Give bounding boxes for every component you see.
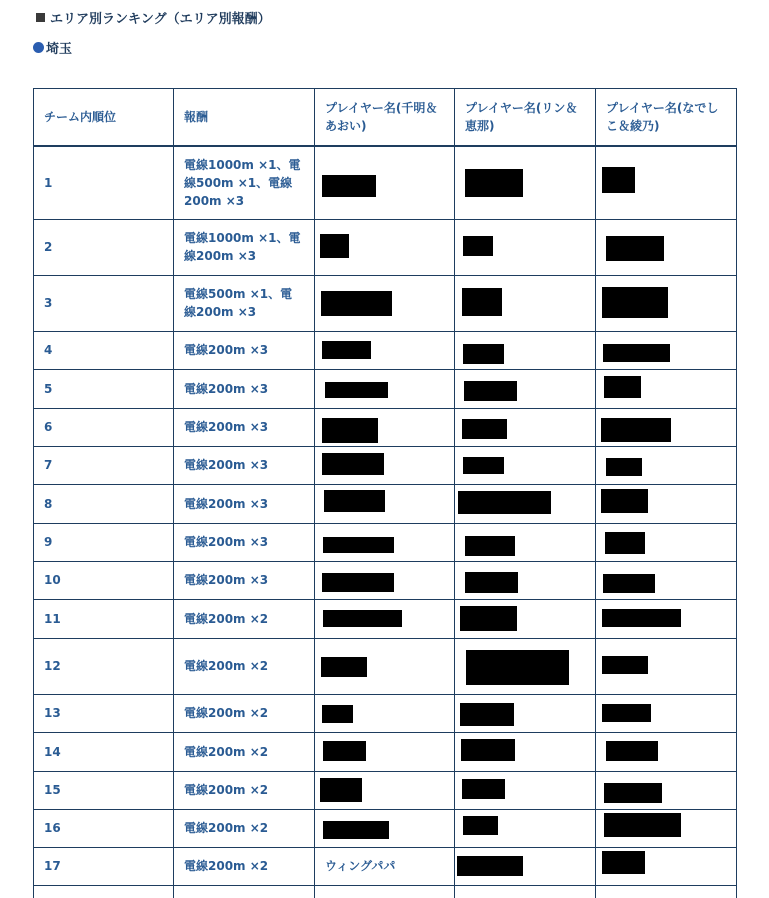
player-cell [455, 732, 596, 771]
redacted-name-block [460, 703, 514, 726]
table-row [34, 369, 737, 408]
player-cell [455, 275, 596, 331]
table-header-row [34, 89, 737, 147]
player-cell [455, 446, 596, 484]
player-cell [596, 599, 737, 638]
player-cell [455, 146, 596, 219]
table-row-partial [34, 885, 737, 898]
redacted-name-block [463, 816, 498, 835]
table-row [34, 599, 737, 638]
redacted-name-block [320, 778, 362, 802]
player-cell [455, 809, 596, 847]
redacted-name-block [605, 532, 645, 554]
player-cell [455, 219, 596, 275]
table-row [34, 771, 737, 809]
header-player-3: プレイヤー名(なでしこ＆綾乃) [596, 89, 737, 147]
reward-cell: 電線200m ×2 [174, 809, 315, 847]
rank-cell: 16 [34, 809, 174, 847]
rank-cell: 5 [34, 369, 174, 408]
empty-cell [174, 885, 315, 898]
redacted-name-block [321, 657, 367, 677]
table-row [34, 408, 737, 446]
redacted-name-block [322, 418, 378, 443]
rank-cell: 11 [34, 599, 174, 638]
table-row [34, 847, 737, 885]
redacted-name-block [323, 741, 366, 761]
redacted-name-block [606, 458, 642, 476]
section-heading [36, 8, 271, 27]
player-cell [596, 732, 737, 771]
redacted-name-block [458, 491, 551, 514]
redacted-name-block [602, 656, 648, 674]
redacted-name-block [322, 573, 394, 592]
redacted-name-block [325, 382, 388, 398]
player-cell [455, 847, 596, 885]
player-cell [315, 408, 455, 446]
redacted-name-block [321, 291, 392, 316]
table-row [34, 146, 737, 219]
player-cell [315, 694, 455, 732]
redacted-name-block [606, 236, 664, 261]
reward-cell: 電線200m ×3 [174, 408, 315, 446]
circle-bullet-icon [33, 42, 44, 53]
reward-cell: 電線200m ×2 [174, 694, 315, 732]
player-cell [455, 771, 596, 809]
player-name: ウィングパパ [325, 859, 396, 873]
table-row [34, 523, 737, 561]
empty-cell [34, 885, 174, 898]
player-cell [315, 146, 455, 219]
rank-cell: 7 [34, 446, 174, 484]
table-row [34, 638, 737, 694]
player-cell [315, 523, 455, 561]
rank-cell: 2 [34, 219, 174, 275]
reward-cell: 電線200m ×3 [174, 523, 315, 561]
reward-cell: 電線200m ×3 [174, 484, 315, 523]
rank-cell: 12 [34, 638, 174, 694]
player-cell [315, 484, 455, 523]
reward-cell: 電線500m ×1、電線200m ×3 [174, 275, 315, 331]
redacted-name-block [602, 287, 668, 318]
empty-cell [596, 885, 737, 898]
table-row [34, 694, 737, 732]
redacted-name-block [322, 705, 353, 723]
redacted-name-block [602, 609, 681, 627]
redacted-name-block [601, 418, 671, 442]
player-cell [315, 732, 455, 771]
player-cell [455, 484, 596, 523]
table-row [34, 331, 737, 369]
player-cell [315, 847, 455, 885]
header-player-1: プレイヤー名(千明＆あおい) [315, 89, 455, 147]
redacted-name-block [604, 376, 641, 398]
player-cell [315, 369, 455, 408]
player-cell [596, 847, 737, 885]
rank-cell: 3 [34, 275, 174, 331]
player-cell [596, 146, 737, 219]
reward-cell: 電線200m ×2 [174, 771, 315, 809]
redacted-name-block [464, 381, 517, 401]
redacted-name-block [463, 236, 493, 256]
redacted-name-block [324, 490, 385, 512]
player-cell [315, 275, 455, 331]
redacted-name-block [323, 610, 402, 627]
player-cell [455, 408, 596, 446]
redacted-name-block [602, 851, 645, 874]
player-cell [596, 694, 737, 732]
redacted-name-block [463, 344, 504, 364]
redacted-name-block [322, 341, 371, 359]
rank-cell: 13 [34, 694, 174, 732]
rank-cell: 10 [34, 561, 174, 599]
redacted-name-block [323, 821, 389, 839]
redacted-name-block [602, 167, 635, 193]
redacted-name-block [606, 741, 658, 761]
player-cell [596, 561, 737, 599]
player-cell [596, 484, 737, 523]
player-cell [455, 638, 596, 694]
rank-cell: 8 [34, 484, 174, 523]
player-cell [455, 523, 596, 561]
player-cell [315, 331, 455, 369]
table-row [34, 275, 737, 331]
reward-cell: 電線1000m ×1、電線200m ×3 [174, 219, 315, 275]
player-cell [315, 561, 455, 599]
player-cell [596, 809, 737, 847]
section-heading-text: エリア別ランキング（エリア別報酬） [50, 12, 271, 27]
rank-cell: 1 [34, 146, 174, 219]
player-cell [315, 219, 455, 275]
reward-cell: 電線200m ×2 [174, 732, 315, 771]
header-reward: 報酬 [174, 89, 315, 147]
player-cell [596, 408, 737, 446]
table-body [34, 146, 737, 898]
player-cell [455, 369, 596, 408]
player-cell [596, 275, 737, 331]
redacted-name-block [322, 175, 376, 197]
redacted-name-block [466, 650, 569, 685]
player-cell [315, 446, 455, 484]
rank-cell: 15 [34, 771, 174, 809]
redacted-name-block [462, 288, 502, 316]
redacted-name-block [320, 234, 349, 258]
redacted-name-block [462, 419, 507, 439]
reward-cell: 電線200m ×2 [174, 599, 315, 638]
redacted-name-block [457, 856, 523, 876]
empty-cell [455, 885, 596, 898]
rank-cell: 14 [34, 732, 174, 771]
player-cell [315, 809, 455, 847]
player-cell [596, 771, 737, 809]
reward-cell: 電線1000m ×1、電線500m ×1、電線200m ×3 [174, 146, 315, 219]
table-row [34, 732, 737, 771]
area-subheading-text: 埼玉 [46, 42, 73, 57]
redacted-name-block [602, 704, 651, 722]
player-cell [596, 446, 737, 484]
redacted-name-block [465, 169, 523, 197]
table-row [34, 219, 737, 275]
player-cell [455, 561, 596, 599]
player-cell [455, 599, 596, 638]
rank-cell: 17 [34, 847, 174, 885]
table-row [34, 484, 737, 523]
empty-cell [315, 885, 455, 898]
reward-cell: 電線200m ×3 [174, 446, 315, 484]
player-cell [455, 694, 596, 732]
reward-cell: 電線200m ×2 [174, 638, 315, 694]
player-cell [596, 331, 737, 369]
table-row [34, 561, 737, 599]
redacted-name-block [465, 572, 518, 593]
player-cell [596, 638, 737, 694]
reward-cell: 電線200m ×3 [174, 331, 315, 369]
player-cell [455, 331, 596, 369]
rank-cell: 4 [34, 331, 174, 369]
header-player-2: プレイヤー名(リン＆恵那) [455, 89, 596, 147]
rank-cell: 6 [34, 408, 174, 446]
rank-cell: 9 [34, 523, 174, 561]
redacted-name-block [465, 536, 515, 556]
redacted-name-block [463, 457, 504, 474]
redacted-name-block [462, 779, 505, 799]
redacted-name-block [601, 489, 648, 513]
redacted-name-block [460, 606, 517, 631]
area-subheading [33, 38, 72, 57]
ranking-table [33, 88, 737, 898]
redacted-name-block [603, 574, 655, 593]
table-row [34, 809, 737, 847]
player-cell [315, 638, 455, 694]
player-cell [596, 523, 737, 561]
player-cell [596, 219, 737, 275]
table-row [34, 446, 737, 484]
header-rank: チーム内順位 [34, 89, 174, 147]
player-cell [596, 369, 737, 408]
reward-cell: 電線200m ×3 [174, 369, 315, 408]
reward-cell: 電線200m ×3 [174, 561, 315, 599]
redacted-name-block [323, 537, 394, 553]
square-bullet-icon [36, 13, 45, 22]
reward-cell: 電線200m ×2 [174, 847, 315, 885]
redacted-name-block [461, 739, 515, 761]
redacted-name-block [322, 453, 384, 475]
redacted-name-block [604, 783, 662, 803]
player-cell [315, 771, 455, 809]
redacted-name-block [603, 344, 670, 362]
redacted-name-block [604, 813, 681, 837]
player-cell [315, 599, 455, 638]
